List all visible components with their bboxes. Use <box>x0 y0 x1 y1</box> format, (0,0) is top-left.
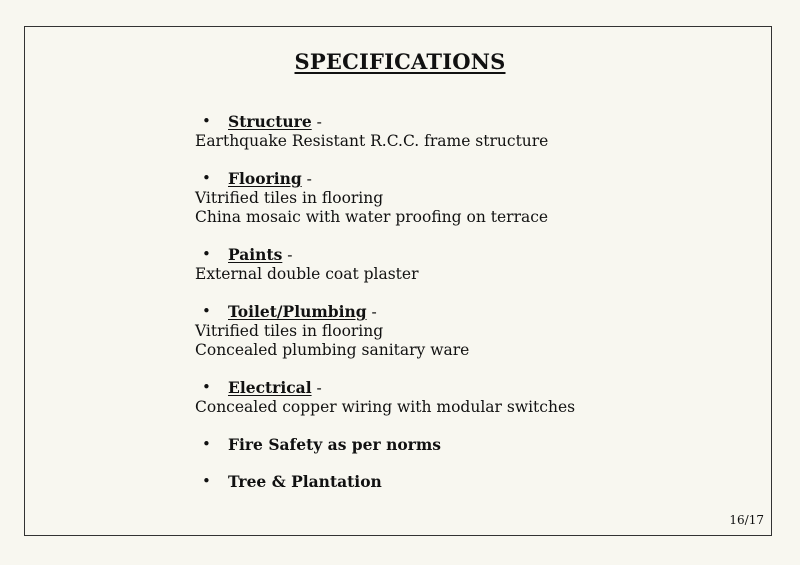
bullet-icon: • <box>202 112 211 130</box>
bullet-icon: • <box>202 169 211 187</box>
bullet-icon: • <box>202 378 211 396</box>
spec-detail: Concealed plumbing sanitary ware <box>195 341 470 359</box>
spec-dash: - <box>366 303 377 321</box>
spec-heading-line <box>195 245 755 265</box>
spec-detail: External double coat plaster <box>195 265 419 283</box>
spec-heading-line <box>195 435 755 454</box>
spec-heading: Structure <box>228 112 312 131</box>
spec-structure <box>195 112 755 151</box>
spec-dash: - <box>282 246 293 264</box>
spec-toilet-plumbing <box>195 302 755 360</box>
spec-fire-safety <box>195 435 755 454</box>
specifications-list <box>195 112 755 509</box>
spec-heading: Flooring <box>228 169 302 188</box>
page-number: 16/17 <box>729 513 764 527</box>
bullet-icon: • <box>202 302 211 320</box>
spec-electrical <box>195 378 755 417</box>
bullet-icon: • <box>202 472 211 490</box>
spec-heading-line <box>195 472 755 491</box>
page-title: SPECIFICATIONS <box>294 49 506 74</box>
bullet-icon: • <box>202 435 211 453</box>
spec-heading: Tree & Plantation <box>228 472 382 491</box>
spec-detail: Vitrified tiles in flooring <box>195 322 384 340</box>
spec-flooring <box>195 169 755 227</box>
spec-detail: China mosaic with water proofing on terrace <box>195 208 549 226</box>
spec-heading-line <box>195 112 755 132</box>
spec-detail: Vitrified tiles in flooring <box>195 189 384 207</box>
spec-heading: Fire Safety as per norms <box>228 435 441 454</box>
spec-dash: - <box>301 170 312 188</box>
spec-heading: Electrical <box>228 378 312 397</box>
spec-dash: - <box>311 113 322 131</box>
spec-heading-line <box>195 169 755 189</box>
spec-detail: Concealed copper wiring with modular switches <box>195 398 576 416</box>
spec-heading: Paints <box>228 245 283 264</box>
spec-tree-plantation <box>195 472 755 491</box>
spec-detail: Earthquake Resistant R.C.C. frame structure <box>195 132 549 150</box>
spec-paints <box>195 245 755 284</box>
spec-heading-line <box>195 302 755 322</box>
bullet-icon: • <box>202 245 211 263</box>
spec-dash: - <box>311 379 322 397</box>
spec-heading: Toilet/Plumbing <box>228 302 367 321</box>
spec-heading-line <box>195 378 755 398</box>
